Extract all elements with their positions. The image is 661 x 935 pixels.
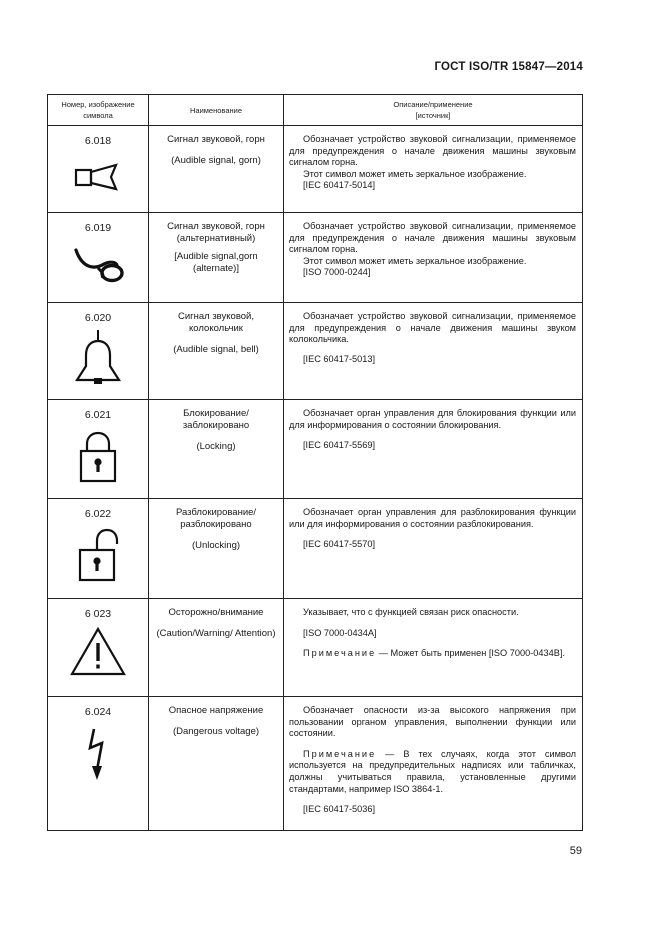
high-voltage-icon <box>83 726 113 784</box>
horn-alternative-icon <box>68 240 128 286</box>
symbol-name: Осторожно/внимание (Caution/Warning/ Attention) <box>156 607 276 639</box>
source-reference: [IEC 60417-5570] <box>303 539 376 550</box>
lock-closed-icon <box>78 429 118 485</box>
table-row <box>48 697 583 831</box>
symbol-number: 6.024 <box>84 706 112 718</box>
standard-header: ГОСТ ISO/TR 15847—2014 <box>434 61 583 73</box>
symbol-name: Разблокирование/ разблокировано (Unlocking) <box>175 507 257 551</box>
symbol-number: 6.021 <box>84 409 112 421</box>
source-reference: [IEC 60417-5013] <box>303 353 376 364</box>
symbol-number: 6.019 <box>84 222 112 234</box>
source-reference: [IEC 60417-5569] <box>303 440 376 451</box>
table-row <box>48 599 583 697</box>
symbol-description: Обозначает устройство звуковой сигнализации, применяемое для предупреждения о начале движения машины звуковым сигналом горна. Этот символ может иметь зеркальное изображение. [ISO 7000-0244] <box>289 221 576 278</box>
symbol-number: 6.018 <box>84 135 112 147</box>
source-reference: [ISO 7000-0434A] <box>303 627 377 638</box>
symbol-description: Обозначает орган управления для блокирования функции или для информирования о состоянии блокирования. [IEC 60417-5569] <box>289 408 576 451</box>
symbols-table <box>47 94 583 831</box>
symbol-name: Сигнал звуковой, горн (Audible signal, gorn) <box>167 134 265 166</box>
table-header-row <box>48 95 583 126</box>
source-reference: [IEC 60417-5036] <box>303 804 376 815</box>
column-header-number: Номер, изображение символа <box>48 95 149 126</box>
page-number: 59 <box>569 845 582 857</box>
symbol-description: Обозначает орган управления для разблокирования функции или для информирования о состоянии разблокирования. [IEC 60417-5570] <box>289 507 576 550</box>
source-reference: [IEC 60417-5014] <box>303 180 376 191</box>
warning-triangle-icon <box>69 626 127 678</box>
symbol-name: Сигнал звуковой, колокольчик (Audible signal, bell) <box>173 311 259 355</box>
column-header-name: Наименование <box>149 95 284 126</box>
symbol-name: Сигнал звуковой, горн (альтернативный) [Audible signal,gorn (alternate)] <box>167 221 265 274</box>
table-row <box>48 126 583 213</box>
symbol-name: Опасное напряжение (Dangerous voltage) <box>168 705 264 737</box>
symbol-name: Блокирование/ заблокировано (Locking) <box>182 408 250 452</box>
symbol-description: Обозначает устройство звуковой сигнализации, применяемое для предупреждения о начале движения машины звуковым сигналом горна. Этот символ может иметь зеркальное изображение. [IEC 60417-5014] <box>289 134 576 191</box>
symbol-description: Обозначает опасности из-за высокого напряжения при пользовании органом управления, выполнении функции или состоянии. Примечание — В тех случаях, когда этот символ используется на предупредительных надписях или табличках, должны учитываться правила, установленные другими стандартами, например ISO 3864-1. [IEC 60417-5036] <box>289 705 576 815</box>
symbol-description: Обозначает устройство звуковой сигнализации, применяемое для предупреждения о начале движения машины звуком колокольчика. [IEC 60417-5013] <box>289 311 576 364</box>
column-header-description: Описание/применение [источник] <box>284 95 583 126</box>
table-row <box>48 400 583 499</box>
bell-icon <box>66 328 130 386</box>
table-row <box>48 499 583 599</box>
lock-open-icon <box>76 526 120 584</box>
symbol-number: 6.020 <box>84 312 112 324</box>
source-reference: [ISO 7000-0244] <box>303 267 371 278</box>
symbol-description: Указывает, что с функцией связан риск опасности. [ISO 7000-0434A] Примечание — Может быть применен [ISO 7000-0434B]. <box>284 599 582 660</box>
table-row <box>48 303 583 400</box>
table-row <box>48 213 583 303</box>
symbol-number: 6 023 <box>84 608 112 620</box>
note: Примечание — В тех случаях, когда этот символ используется на предупредительных надписях или табличках, должны учитываться правила, установленные другими стандартами, например ISO 3864-1. <box>289 748 576 794</box>
horn-icon <box>68 155 128 199</box>
note: Примечание — Может быть применен [ISO 7000-0434B]. <box>303 648 565 659</box>
symbol-number: 6.022 <box>84 508 112 520</box>
